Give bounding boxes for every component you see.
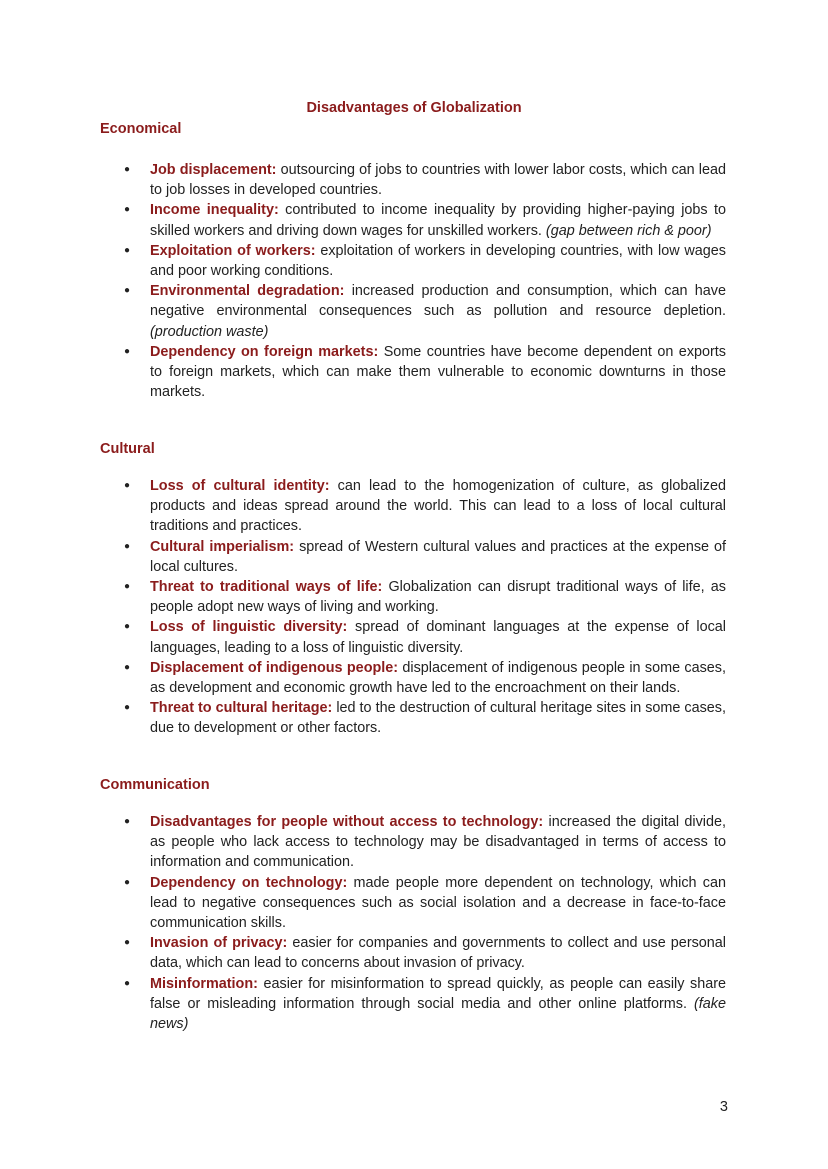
item-term: Disadvantages for people without access to technology: bbox=[150, 814, 544, 830]
item-text: increased production and consumption, which can have negative environmental consequences such as pollution and resource depletion. bbox=[150, 283, 726, 320]
list-economical bbox=[100, 160, 726, 402]
list-item bbox=[100, 812, 726, 873]
item-term: Income inequality: bbox=[150, 202, 279, 219]
item-text: outsourcing of jobs to countries with lower labor costs, which can lead to job losses in developed countries. bbox=[150, 162, 726, 199]
item-text: spread of dominant languages at the expense of local languages, leading to a loss of linguistic diversity. bbox=[150, 619, 726, 656]
list-item bbox=[100, 200, 726, 240]
item-term: Job displacement: bbox=[150, 162, 277, 178]
item-term: Loss of cultural identity: bbox=[150, 478, 330, 494]
section-heading-economical: Economical bbox=[100, 121, 182, 137]
section-heading-communication: Communication bbox=[100, 777, 210, 793]
list-cultural bbox=[100, 476, 726, 739]
item-text: Globalization can disrupt traditional ways of life, as people adopt new ways of living and working. bbox=[150, 579, 726, 616]
list-item bbox=[100, 658, 726, 698]
item-note: (fake news) bbox=[150, 995, 726, 1033]
item-text: spread of Western cultural values and practices at the expense of local cultures. bbox=[150, 538, 726, 575]
item-text: Some countries have become dependent on exports to foreign markets, which can make them vulnerable to economic downturns in those markets. bbox=[150, 343, 727, 401]
list-item bbox=[100, 698, 726, 738]
item-text: easier for misinformation to spread quickly, as people can easily share false or misleading information through social media and other online platforms. bbox=[150, 975, 726, 1012]
page-number: 3 bbox=[719, 1099, 728, 1115]
list-communication bbox=[100, 812, 726, 1034]
item-note: (production waste) bbox=[150, 323, 269, 340]
list-item bbox=[100, 537, 726, 577]
item-text: increased the digital divide, as people who lack access to technology may be disadvantaged in terms of access to information and communication. bbox=[150, 814, 727, 871]
item-term: Cultural imperialism: bbox=[150, 538, 295, 555]
list-item bbox=[100, 476, 726, 537]
list-item bbox=[100, 281, 726, 342]
list-item bbox=[100, 160, 726, 200]
item-term: Dependency on foreign markets: bbox=[150, 343, 379, 360]
item-term: Invasion of privacy: bbox=[150, 935, 288, 952]
item-term: Threat to cultural heritage: bbox=[150, 700, 333, 717]
list-item bbox=[100, 241, 726, 281]
list-item bbox=[100, 577, 726, 617]
list-item bbox=[100, 933, 726, 973]
section-heading-cultural: Cultural bbox=[100, 441, 155, 457]
item-text: easier for companies and governments to collect and use personal data, which can lead to concerns about invasion of privacy. bbox=[150, 935, 727, 972]
item-term: Loss of linguistic diversity: bbox=[150, 619, 348, 636]
page-title: Disadvantages of Globalization bbox=[306, 100, 522, 116]
item-text: contributed to income inequality by providing higher-paying jobs to skilled workers and driving down wages for unskilled workers. bbox=[150, 202, 726, 239]
item-term: Misinformation: bbox=[150, 975, 258, 992]
item-term: Displacement of indigenous people: bbox=[150, 659, 399, 676]
list-item bbox=[100, 617, 726, 657]
item-text: led to the destruction of cultural heritage sites in some cases, due to development or other factors. bbox=[150, 700, 726, 737]
item-term: Exploitation of workers: bbox=[150, 242, 316, 259]
item-note: (gap between rich & poor) bbox=[545, 222, 712, 239]
item-term: Dependency on technology: bbox=[150, 874, 348, 891]
item-text: can lead to the homogenization of culture, as globalized products and ideas spread around the world. This can lead to a loss of local cultural traditions and practices. bbox=[150, 478, 726, 535]
item-text: displacement of indigenous people in some cases, as development and economic growth have led to the encroachment on their lands. bbox=[150, 659, 726, 697]
list-item bbox=[100, 974, 726, 1035]
item-text: made people more dependent on technology, which can lead to negative consequences such as social isolation and a decrease in face-to-face communication skills. bbox=[150, 874, 726, 932]
list-item bbox=[100, 873, 726, 934]
item-term: Threat to traditional ways of life: bbox=[150, 579, 383, 596]
list-item bbox=[100, 342, 726, 403]
item-text: exploitation of workers in developing countries, with low wages and poor working conditions. bbox=[150, 242, 726, 280]
item-term: Environmental degradation: bbox=[150, 283, 345, 300]
